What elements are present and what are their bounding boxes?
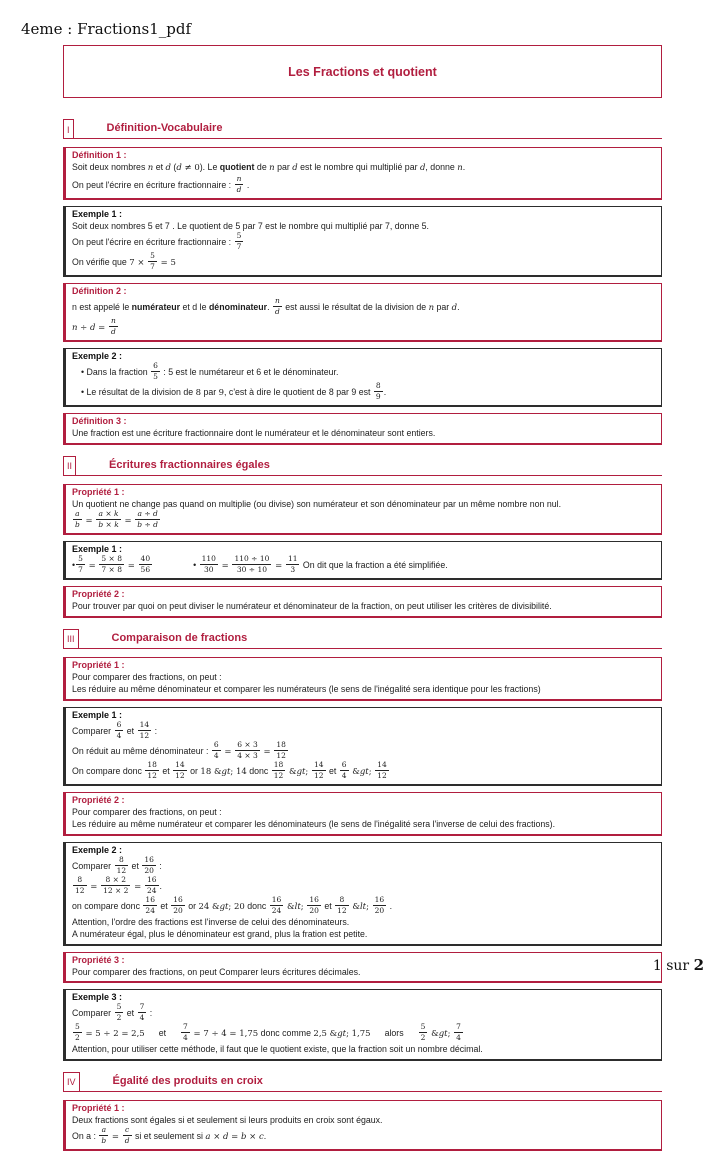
section-numeral-1: I [63, 119, 74, 138]
text-line: Soit deux nombres n et d (d ≠ 0). Le quotient de n par d est le nombre qui multiplié par d, donne n. [72, 162, 655, 175]
section-header-4 [63, 1072, 662, 1092]
text-line: Soit deux nombres 5 et 7 . Le quotient de 5 par 7 est le nombre qui multiplié par 7, donne 5. [72, 221, 655, 233]
definition-2-heading: Définition 2 : [72, 286, 655, 297]
exemple-2-heading: Exemple 2 : [72, 351, 655, 362]
math-line: On peut l'écrire en écriture fractionnaire : $\frac{5}{7}$ [72, 233, 655, 252]
math-line: • $\frac{5}{7}$ = $\frac{5 \times 8}{7 \times 8}$ = $\frac{40}{56}$ • $\frac{110}{30}$ = $\frac{110 \div 10}{30 \div 10}$ = $\frac{11}{3}$ On dit que la fraction a été simplifiée. [72, 556, 655, 575]
section-title-1: Définition-Vocabulaire [107, 119, 223, 138]
section-numeral-2: II [63, 456, 76, 475]
exemple-1-box-section-2 [63, 541, 662, 580]
text-line: Les réduire au même dénominateur et comparer les numérateurs (le sens de l'inégalité sera identique pour les fractions) [72, 684, 655, 696]
exemple-1-heading: Exemple 1 : [72, 209, 655, 220]
propriete-1-box-section-3 [63, 657, 662, 701]
bullet-line: • Dans la fraction $\frac{6}{5}$ : 5 est le numétareur et 6 et le dénominateur. [72, 363, 655, 382]
propriete-1-box-section-2 [63, 484, 662, 536]
propriete-heading: Propriété 2 : [72, 795, 655, 806]
exemple-heading: Exemple 2 : [72, 845, 655, 856]
text-line: Les réduire au même numérateur et comparer les dénominateurs (le sens de l'inégalité sera l'inverse de celui des fractions). [72, 819, 655, 831]
exemple-heading: Exemple 1 : [72, 544, 655, 555]
document-file-title: 4eme : Fractions1_pdf [0, 0, 725, 38]
page-number [653, 956, 704, 974]
text-line: Attention, l'ordre des fractions est l'inverse de celui des dénominateurs. [72, 917, 655, 929]
section-numeral-4: IV [63, 1072, 80, 1091]
text-line: n est appelé le numérateur et d le dénominateur. $\frac{n}{d}$ est aussi le résultat de la division de n par d. [72, 298, 655, 317]
page-content [63, 45, 662, 1151]
math-line: Comparer $\frac{8}{12}$ et $\frac{16}{20}$ : [72, 857, 655, 876]
exemple-2-box [63, 348, 662, 407]
bullet-line: • Le résultat de la division de 8 par 9, c'est à dire le quotient de 8 par 9 est $\frac{8}{9}$ . [72, 383, 655, 402]
text-line: Un quotient ne change pas quand on multiplie (ou divise) son numérateur et son dénominateur par un même nombre non nul. [72, 499, 655, 511]
math-line: n ÷ d = $\frac{n}{d}$ [72, 318, 655, 337]
text-line: Une fraction est une écriture fractionnaire dont le numérateur et le dénominateur sont entiers. [72, 428, 655, 440]
page-number-current: 1 sur [653, 958, 694, 974]
definition-3-box [63, 413, 662, 445]
math-line: On peut l'écrire en écriture fractionnaire : $\frac{n}{d}$ . [72, 176, 655, 195]
propriete-2-box-section-2 [63, 586, 662, 618]
math-line: On vérifie que 7 × $\frac{5}{7}$ = 5 [72, 253, 655, 272]
section-header-1 [63, 119, 662, 139]
text-line: Pour comparer des fractions, on peut : [72, 807, 655, 819]
text-line: Pour trouver par quoi on peut diviser le numérateur et dénominateur de la fraction, on peut utiliser les critères de divisibilité. [72, 601, 655, 613]
section-title-2: Écritures fractionnaires égales [109, 456, 270, 475]
math-line: $\frac{a}{b}$ = $\frac{a \times k}{b \times k}$ = $\frac{a \div d}{b \div d}$ [72, 511, 655, 530]
lesson-title-box [63, 45, 662, 98]
math-line: $\frac{8}{12}$ = $\frac{8 \times 2}{12 \times 2}$ = $\frac{16}{24}$ . [72, 877, 655, 896]
text-line: Attention, pour utiliser cette méthode, il faut que le quotient existe, que la fraction soit un nombre décimal. [72, 1044, 655, 1056]
propriete-2-box-section-3 [63, 792, 662, 836]
exemple-1-box [63, 206, 662, 278]
text-line: Pour comparer des fractions, on peut Comparer leurs écritures décimales. [72, 967, 655, 979]
propriete-heading: Propriété 2 : [72, 589, 655, 600]
math-line: Comparer $\frac{6}{4}$ et $\frac{14}{12}$ : [72, 722, 655, 741]
propriete-1-box-section-4 [63, 1100, 662, 1151]
text-line: A numérateur égal, plus le dénominateur est grand, plus la fration est petite. [72, 929, 655, 941]
section-title-4: Égalité des produits en croix [113, 1072, 263, 1091]
propriete-heading: Propriété 3 : [72, 955, 655, 966]
math-line: On compare donc $\frac{18}{12}$ et $\frac{14}{12}$ or 18 &gt; 14 donc $\frac{18}{12}$ &gt; $\frac{14}{12}$ et $\frac{6}{4}$ &gt; $\frac{14}{12}$ [72, 762, 655, 781]
propriete-heading: Propriété 1 : [72, 487, 655, 498]
definition-2-box [63, 283, 662, 342]
text-line: Pour comparer des fractions, on peut : [72, 672, 655, 684]
propriete-heading: Propriété 1 : [72, 1103, 655, 1114]
exemple-heading: Exemple 1 : [72, 710, 655, 721]
section-header-2 [63, 456, 662, 476]
definition-1-heading: Définition 1 : [72, 150, 655, 161]
exemple-3-box-section-3 [63, 989, 662, 1061]
section-title-3: Comparaison de fractions [112, 629, 248, 648]
definition-3-heading: Définition 3 : [72, 416, 655, 427]
section-header-3 [63, 629, 662, 649]
propriete-heading: Propriété 1 : [72, 660, 655, 671]
definition-1-box [63, 147, 662, 200]
exemple-2-box-section-3 [63, 842, 662, 946]
math-line: on compare donc $\frac{16}{24}$ et $\frac{16}{20}$ or 24 &gt; 20 donc $\frac{16}{24}$ &lt; $\frac{16}{20}$ et $\frac{8}{12}$ &lt; $\frac{16}{20}$ . [72, 897, 655, 916]
math-line: $\frac{5}{2}$ = 5 ÷ 2 = 2,5 et $\frac{7}{4}$ = 7 ÷ 4 = 1,75 donc comme 2,5 &gt; 1,75 alors $\frac{5}{2}$ &gt; $\frac{7}{4}$ [72, 1024, 655, 1043]
propriete-3-box-section-3 [63, 952, 662, 984]
section-numeral-3: III [63, 629, 79, 648]
page-number-total: 2 [694, 956, 704, 974]
math-line: On a : $\frac{a}{b}$ = $\frac{c}{d}$ si et seulement si a × d = b × c. [72, 1127, 655, 1146]
exemple-heading: Exemple 3 : [72, 992, 655, 1003]
math-line: Comparer $\frac{5}{2}$ et $\frac{7}{4}$ : [72, 1004, 655, 1023]
text-line: Deux fractions sont égales si et seulement si leurs produits en croix sont égaux. [72, 1115, 655, 1127]
math-line: On réduit au même dénominateur : $\frac{6}{4}$ = $\frac{6 \times 3}{4 \times 3}$ = $\frac{18}{12}$ [72, 742, 655, 761]
exemple-1-box-section-3 [63, 707, 662, 786]
lesson-title: Les Fractions et quotient [288, 65, 437, 79]
